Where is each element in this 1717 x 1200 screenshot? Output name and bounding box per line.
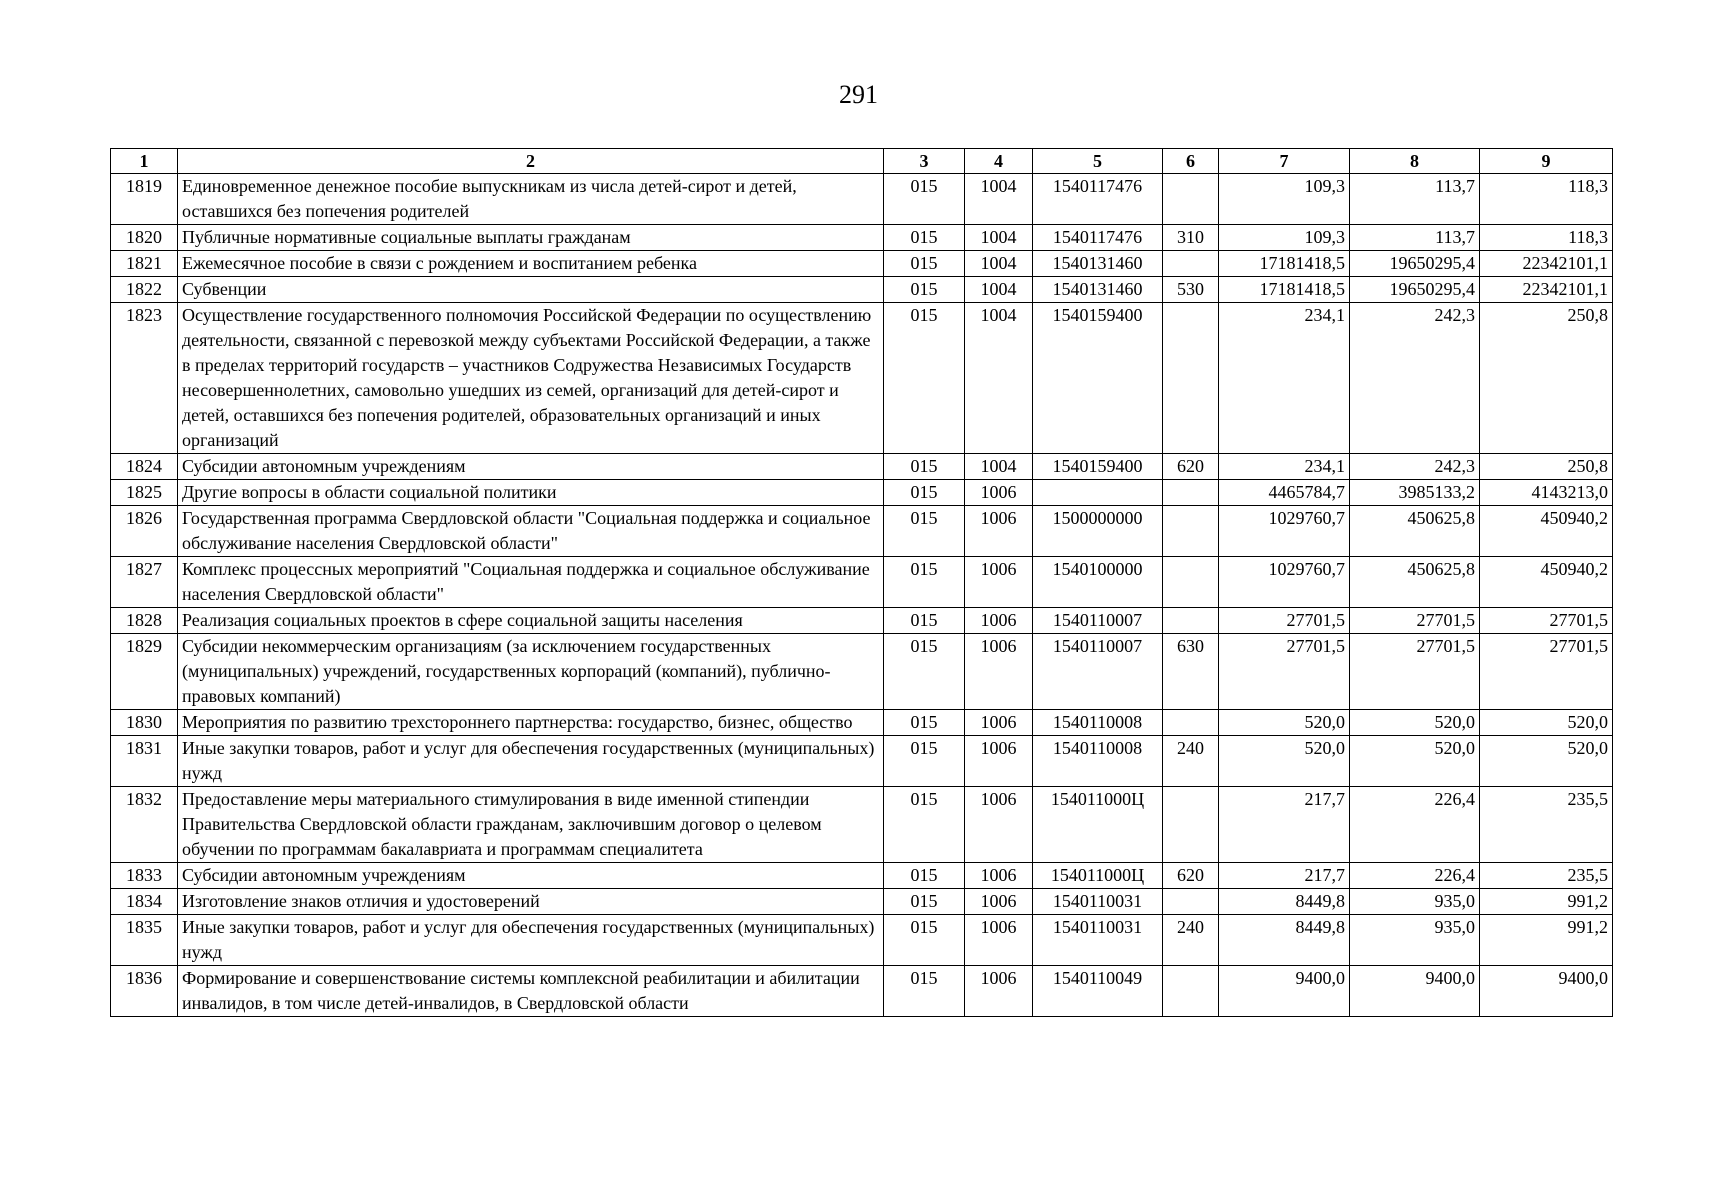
amount-col7: 4465784,7	[1219, 480, 1350, 506]
row-number: 1830	[111, 710, 178, 736]
column-header: 1	[111, 149, 178, 174]
row-number: 1822	[111, 277, 178, 303]
expense-type-code	[1163, 174, 1219, 225]
target-code: 1540110049	[1033, 966, 1163, 1017]
amount-col9: 235,5	[1480, 787, 1613, 863]
row-number: 1832	[111, 787, 178, 863]
ministry-code: 015	[884, 506, 965, 557]
item-name: Предоставление меры материального стимулирования в виде именной стипендии Правительства Свердловской области гражданам, заключившим договор о целевом обучении по программам бакалавриата и программам специалитета	[178, 787, 884, 863]
amount-col8: 226,4	[1350, 863, 1480, 889]
amount-col8: 113,7	[1350, 225, 1480, 251]
amount-col8: 27701,5	[1350, 608, 1480, 634]
target-code: 1540110008	[1033, 710, 1163, 736]
expense-type-code	[1163, 889, 1219, 915]
target-code: 1540110007	[1033, 608, 1163, 634]
section-code: 1006	[965, 710, 1033, 736]
section-code: 1006	[965, 915, 1033, 966]
target-code	[1033, 480, 1163, 506]
column-header: 3	[884, 149, 965, 174]
amount-col8: 935,0	[1350, 889, 1480, 915]
section-code: 1004	[965, 277, 1033, 303]
amount-col7: 109,3	[1219, 225, 1350, 251]
amount-col8: 935,0	[1350, 915, 1480, 966]
item-name: Изготовление знаков отличия и удостоверений	[178, 889, 884, 915]
expense-type-code	[1163, 608, 1219, 634]
amount-col9: 991,2	[1480, 915, 1613, 966]
target-code: 1540131460	[1033, 251, 1163, 277]
amount-col8: 27701,5	[1350, 634, 1480, 710]
target-code: 1540117476	[1033, 174, 1163, 225]
ministry-code: 015	[884, 454, 965, 480]
amount-col7: 234,1	[1219, 303, 1350, 454]
amount-col8: 113,7	[1350, 174, 1480, 225]
row-number: 1820	[111, 225, 178, 251]
amount-col9: 250,8	[1480, 303, 1613, 454]
target-code: 1540117476	[1033, 225, 1163, 251]
table-row	[111, 277, 1613, 303]
ministry-code: 015	[884, 787, 965, 863]
section-code: 1006	[965, 889, 1033, 915]
amount-col9: 450940,2	[1480, 557, 1613, 608]
ministry-code: 015	[884, 225, 965, 251]
column-header: 9	[1480, 149, 1613, 174]
section-code: 1006	[965, 608, 1033, 634]
item-name: Иные закупки товаров, работ и услуг для обеспечения государственных (муниципальных) нужд	[178, 915, 884, 966]
amount-col7: 27701,5	[1219, 608, 1350, 634]
amount-col8: 242,3	[1350, 454, 1480, 480]
row-number: 1827	[111, 557, 178, 608]
ministry-code: 015	[884, 915, 965, 966]
section-code: 1006	[965, 966, 1033, 1017]
section-code: 1006	[965, 736, 1033, 787]
item-name: Формирование и совершенствование системы комплексной реабилитации и абилитации инвалидов, в том числе детей-инвалидов, в Свердловской области	[178, 966, 884, 1017]
amount-col7: 520,0	[1219, 736, 1350, 787]
expense-type-code	[1163, 710, 1219, 736]
section-code: 1004	[965, 454, 1033, 480]
table-row	[111, 710, 1613, 736]
amount-col9: 9400,0	[1480, 966, 1613, 1017]
item-name: Иные закупки товаров, работ и услуг для обеспечения государственных (муниципальных) нужд	[178, 736, 884, 787]
amount-col8: 520,0	[1350, 736, 1480, 787]
amount-col9: 22342101,1	[1480, 251, 1613, 277]
item-name: Осуществление государственного полномочия Российской Федерации по осуществлению деятельности, связанной с перевозкой между субъектами Российской Федерации, а также в пределах территорий государств – участников Содружества Независимых Государств несовершеннолетних, самовольно ушедших из семей, организаций для детей-сирот и детей, оставшихся без попечения родителей, образовательных организаций и иных организаций	[178, 303, 884, 454]
table-row	[111, 454, 1613, 480]
expense-type-code: 630	[1163, 634, 1219, 710]
table-row	[111, 174, 1613, 225]
target-code: 1540110008	[1033, 736, 1163, 787]
amount-col7: 17181418,5	[1219, 277, 1350, 303]
ministry-code: 015	[884, 863, 965, 889]
section-code: 1006	[965, 506, 1033, 557]
expense-type-code: 240	[1163, 915, 1219, 966]
table-row	[111, 225, 1613, 251]
amount-col8: 9400,0	[1350, 966, 1480, 1017]
amount-col7: 27701,5	[1219, 634, 1350, 710]
table-row	[111, 863, 1613, 889]
expense-type-code	[1163, 506, 1219, 557]
amount-col9: 118,3	[1480, 174, 1613, 225]
target-code: 154011000Ц	[1033, 863, 1163, 889]
amount-col9: 991,2	[1480, 889, 1613, 915]
amount-col9: 520,0	[1480, 736, 1613, 787]
section-code: 1006	[965, 557, 1033, 608]
table-row	[111, 251, 1613, 277]
target-code: 154011000Ц	[1033, 787, 1163, 863]
row-number: 1834	[111, 889, 178, 915]
item-name: Публичные нормативные социальные выплаты гражданам	[178, 225, 884, 251]
expense-type-code: 530	[1163, 277, 1219, 303]
ministry-code: 015	[884, 710, 965, 736]
target-code: 1540110007	[1033, 634, 1163, 710]
table-header-row	[111, 149, 1613, 174]
expense-type-code: 240	[1163, 736, 1219, 787]
target-code: 1540131460	[1033, 277, 1163, 303]
ministry-code: 015	[884, 889, 965, 915]
ministry-code: 015	[884, 277, 965, 303]
row-number: 1824	[111, 454, 178, 480]
column-header: 5	[1033, 149, 1163, 174]
row-number: 1835	[111, 915, 178, 966]
row-number: 1829	[111, 634, 178, 710]
row-number: 1821	[111, 251, 178, 277]
amount-col8: 19650295,4	[1350, 277, 1480, 303]
amount-col8: 450625,8	[1350, 506, 1480, 557]
amount-col9: 27701,5	[1480, 634, 1613, 710]
table-row	[111, 303, 1613, 454]
amount-col7: 1029760,7	[1219, 557, 1350, 608]
column-header: 7	[1219, 149, 1350, 174]
section-code: 1006	[965, 634, 1033, 710]
table-row	[111, 915, 1613, 966]
item-name: Ежемесячное пособие в связи с рождением и воспитанием ребенка	[178, 251, 884, 277]
amount-col9: 520,0	[1480, 710, 1613, 736]
table-row	[111, 506, 1613, 557]
column-header: 4	[965, 149, 1033, 174]
amount-col9: 235,5	[1480, 863, 1613, 889]
amount-col9: 4143213,0	[1480, 480, 1613, 506]
item-name: Реализация социальных проектов в сфере социальной защиты населения	[178, 608, 884, 634]
table-row	[111, 480, 1613, 506]
amount-col8: 226,4	[1350, 787, 1480, 863]
item-name: Субвенции	[178, 277, 884, 303]
item-name: Комплекс процессных мероприятий "Социальная поддержка и социальное обслуживание населения Свердловской области"	[178, 557, 884, 608]
amount-col7: 9400,0	[1219, 966, 1350, 1017]
target-code: 1540110031	[1033, 915, 1163, 966]
row-number: 1836	[111, 966, 178, 1017]
table-row	[111, 634, 1613, 710]
expense-type-code: 620	[1163, 454, 1219, 480]
section-code: 1006	[965, 787, 1033, 863]
section-code: 1006	[965, 863, 1033, 889]
amount-col9: 118,3	[1480, 225, 1613, 251]
item-name: Субсидии автономным учреждениям	[178, 454, 884, 480]
amount-col9: 450940,2	[1480, 506, 1613, 557]
table-row	[111, 608, 1613, 634]
amount-col8: 19650295,4	[1350, 251, 1480, 277]
row-number: 1833	[111, 863, 178, 889]
table-row	[111, 736, 1613, 787]
column-header: 2	[178, 149, 884, 174]
ministry-code: 015	[884, 303, 965, 454]
item-name: Государственная программа Свердловской области "Социальная поддержка и социальное обслуживание населения Свердловской области"	[178, 506, 884, 557]
amount-col7: 17181418,5	[1219, 251, 1350, 277]
section-code: 1006	[965, 480, 1033, 506]
amount-col7: 109,3	[1219, 174, 1350, 225]
expense-type-code: 310	[1163, 225, 1219, 251]
table-row	[111, 557, 1613, 608]
amount-col7: 520,0	[1219, 710, 1350, 736]
target-code: 1540110031	[1033, 889, 1163, 915]
amount-col8: 450625,8	[1350, 557, 1480, 608]
expense-type-code	[1163, 303, 1219, 454]
expense-type-code	[1163, 557, 1219, 608]
ministry-code: 015	[884, 557, 965, 608]
budget-table	[110, 148, 1613, 1017]
expense-type-code	[1163, 251, 1219, 277]
ministry-code: 015	[884, 480, 965, 506]
row-number: 1825	[111, 480, 178, 506]
target-code: 1540159400	[1033, 303, 1163, 454]
table-row	[111, 966, 1613, 1017]
expense-type-code	[1163, 787, 1219, 863]
column-header: 8	[1350, 149, 1480, 174]
column-header: 6	[1163, 149, 1219, 174]
amount-col8: 520,0	[1350, 710, 1480, 736]
ministry-code: 015	[884, 608, 965, 634]
item-name: Субсидии автономным учреждениям	[178, 863, 884, 889]
target-code: 1500000000	[1033, 506, 1163, 557]
item-name: Субсидии некоммерческим организациям (за исключением государственных (муниципальных) учреждений, государственных корпораций (компаний), публично-правовых компаний)	[178, 634, 884, 710]
target-code: 1540159400	[1033, 454, 1163, 480]
amount-col7: 217,7	[1219, 863, 1350, 889]
item-name: Единовременное денежное пособие выпускникам из числа детей-сирот и детей, оставшихся без попечения родителей	[178, 174, 884, 225]
expense-type-code	[1163, 966, 1219, 1017]
ministry-code: 015	[884, 736, 965, 787]
item-name: Мероприятия по развитию трехстороннего партнерства: государство, бизнес, общество	[178, 710, 884, 736]
ministry-code: 015	[884, 174, 965, 225]
section-code: 1004	[965, 251, 1033, 277]
amount-col7: 234,1	[1219, 454, 1350, 480]
table-body	[111, 174, 1613, 1017]
ministry-code: 015	[884, 634, 965, 710]
ministry-code: 015	[884, 966, 965, 1017]
amount-col7: 1029760,7	[1219, 506, 1350, 557]
amount-col7: 8449,8	[1219, 889, 1350, 915]
section-code: 1004	[965, 174, 1033, 225]
section-code: 1004	[965, 303, 1033, 454]
table-row	[111, 889, 1613, 915]
item-name: Другие вопросы в области социальной политики	[178, 480, 884, 506]
expense-type-code: 620	[1163, 863, 1219, 889]
target-code: 1540100000	[1033, 557, 1163, 608]
amount-col9: 27701,5	[1480, 608, 1613, 634]
row-number: 1823	[111, 303, 178, 454]
amount-col7: 217,7	[1219, 787, 1350, 863]
row-number: 1828	[111, 608, 178, 634]
page-number: 291	[839, 80, 878, 109]
section-code: 1004	[965, 225, 1033, 251]
amount-col8: 3985133,2	[1350, 480, 1480, 506]
ministry-code: 015	[884, 251, 965, 277]
amount-col9: 250,8	[1480, 454, 1613, 480]
row-number: 1831	[111, 736, 178, 787]
amount-col9: 22342101,1	[1480, 277, 1613, 303]
amount-col7: 8449,8	[1219, 915, 1350, 966]
row-number: 1826	[111, 506, 178, 557]
amount-col8: 242,3	[1350, 303, 1480, 454]
row-number: 1819	[111, 174, 178, 225]
expense-type-code	[1163, 480, 1219, 506]
table-row	[111, 787, 1613, 863]
